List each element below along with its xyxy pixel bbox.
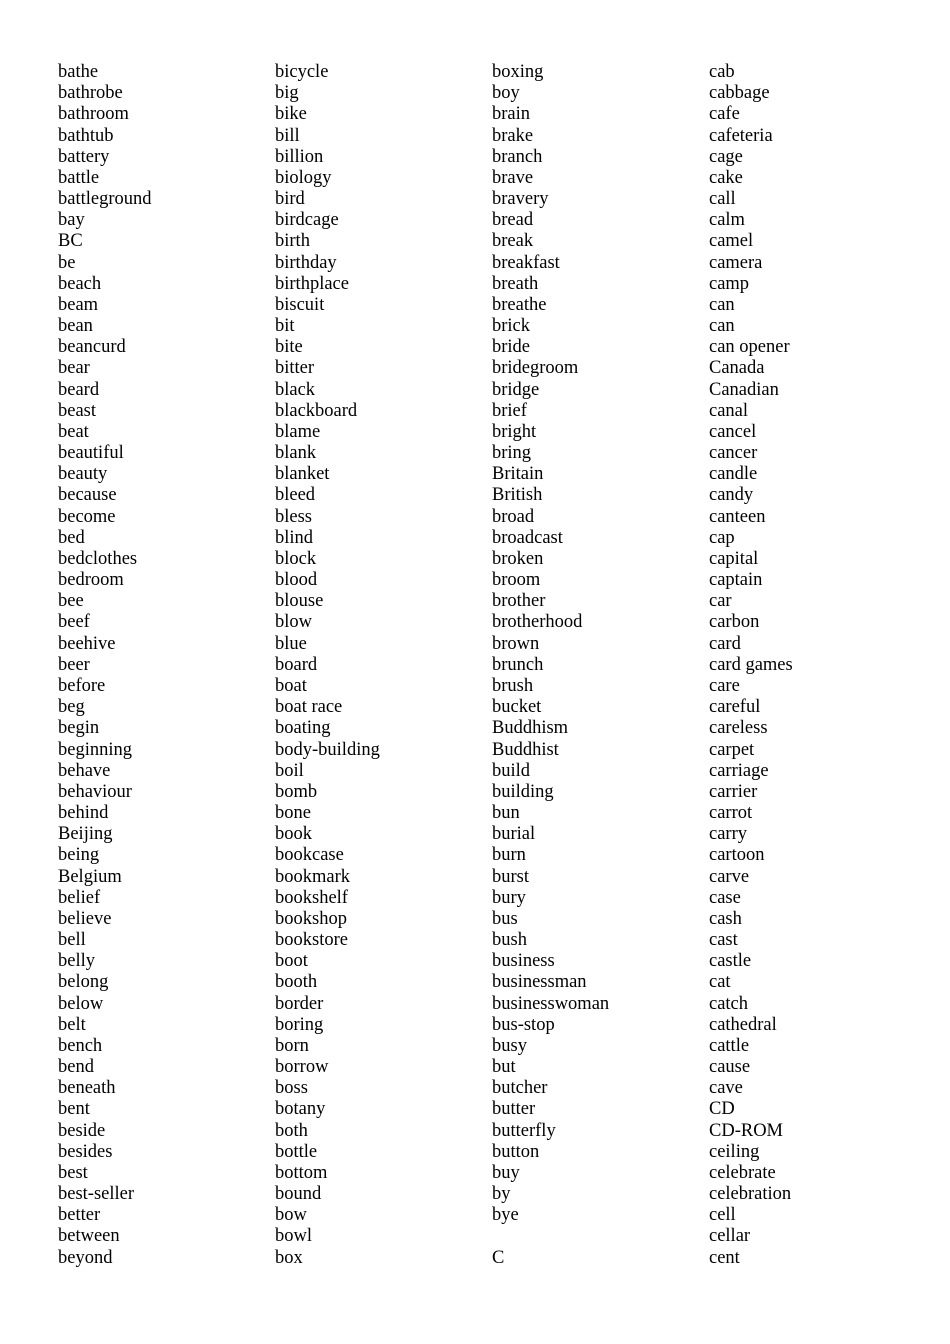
word-entry: billion [275,146,324,167]
word-entry: celebrate [709,1162,776,1183]
word-entry: card [709,633,741,654]
word-entry: bent [58,1099,90,1120]
word-entry: boss [275,1078,308,1099]
word-entry: bush [492,930,527,951]
word-entry: butterfly [492,1120,556,1141]
word-entry: boat race [275,697,343,718]
word-entry: cash [709,908,742,929]
word-entry: case [709,887,741,908]
word-entry: carpet [709,739,755,760]
word-entry: biscuit [275,294,325,315]
word-entry: Beijing [58,824,113,845]
word-entry: beside [58,1120,106,1141]
word-entry: bit [275,316,295,337]
word-entry: bride [492,337,531,358]
word-entry: bathroom [58,104,129,125]
word-entry: CD-ROM [709,1120,784,1141]
word-entry: both [275,1120,308,1141]
word-entry: below [58,993,104,1014]
word-entry: bone [275,803,311,824]
word-entry [492,1226,702,1247]
word-entry: beg [58,697,85,718]
word-entry: beancurd [58,337,126,358]
word-entry: best [58,1162,88,1183]
word-entry: beer [58,654,90,675]
word-entry: bus [492,908,518,929]
word-entry: beat [58,421,89,442]
word-entry: best-seller [58,1184,135,1205]
word-entry: brotherhood [492,612,583,633]
word-entry: broom [492,570,541,591]
word-entry: before [58,675,106,696]
word-entry: BC [58,231,83,252]
word-entry: bear [58,358,90,379]
word-entry: carrier [709,781,758,802]
word-entry: birdcage [275,210,339,231]
word-entry: cent [709,1247,740,1268]
word-entry: battle [58,167,100,188]
word-entry: calm [709,210,745,231]
word-entry: catch [709,993,749,1014]
word-entry: breath [492,273,539,294]
word-entry: belt [58,1014,86,1035]
word-entry: cake [709,167,743,188]
word-entry: blouse [275,591,324,612]
word-entry: become [58,506,116,527]
word-entry: belly [58,951,95,972]
word-entry: blood [275,570,318,591]
word-entry: careless [709,718,768,739]
word-entry: bridge [492,379,540,400]
word-entry: care [709,675,740,696]
word-entry: behave [58,760,111,781]
word-entry: break [492,231,534,252]
word-entry: brown [492,633,540,654]
word-entry: ceiling [709,1141,760,1162]
word-entry: brave [492,167,534,188]
word-entry: careful [709,697,761,718]
word-entry: cabbage [709,83,770,104]
word-entry: car [709,591,732,612]
word-entry: blame [275,421,321,442]
word-entry: CD [709,1099,735,1120]
word-entry: bookcase [275,845,344,866]
word-entry: bathe [58,62,99,82]
word-entry: boring [275,1014,324,1035]
word-entry: can opener [709,337,790,358]
word-entry: Britain [492,464,544,485]
word-entry: brunch [492,654,544,675]
word-entry: brother [492,591,546,612]
word-entry: bedclothes [58,548,138,569]
word-entry: blanket [275,464,330,485]
word-entry: captain [709,570,763,591]
word-entry: beard [58,379,100,400]
word-entry: buy [492,1162,520,1183]
word-entry: birth [275,231,310,252]
word-entry: bridegroom [492,358,579,379]
word-entry: cattle [709,1035,750,1056]
word-entry: belong [58,972,109,993]
word-entry: birthday [275,252,337,273]
word-entry: bottle [275,1141,318,1162]
word-entry: bicycle [275,62,329,82]
word-entry: cave [709,1078,743,1099]
word-entry: beyond [58,1247,113,1268]
word-entry: blue [275,633,307,654]
word-entry: by [492,1184,511,1205]
word-entry: being [58,845,100,866]
word-entry: bench [58,1035,103,1056]
word-entry: cell [709,1205,736,1226]
word-entry: bowl [275,1226,312,1247]
word-entry: Buddhism [492,718,569,739]
word-entry: booth [275,972,318,993]
word-entry: better [58,1205,101,1226]
word-entry: boat [275,675,307,696]
word-entry: biology [275,167,332,188]
word-entry: believe [58,908,112,929]
word-entry: bathtub [58,125,114,146]
word-entry: battery [58,146,110,167]
word-entry: block [275,548,317,569]
word-entry: Canadian [709,379,779,400]
word-entry: bee [58,591,84,612]
word-entry: belief [58,887,101,908]
word-entry: beautiful [58,443,124,464]
word-entry: building [492,781,554,802]
word-entry: battleground [58,189,152,210]
word-entry: bed [58,527,85,548]
word-entry: bell [58,930,86,951]
word-entry: borrow [275,1057,329,1078]
word-entry: bookshop [275,908,347,929]
word-entry: bill [275,125,300,146]
word-entry: between [58,1226,120,1247]
word-entry: big [275,83,299,104]
word-entry: bun [492,803,520,824]
word-entry: blank [275,443,317,464]
word-entry: blow [275,612,312,633]
word-entry: be [58,252,76,273]
word-entry: build [492,760,531,781]
word-entry: broken [492,548,544,569]
word-entry: board [275,654,318,675]
word-entry: bye [492,1205,519,1226]
word-entry: bay [58,210,85,231]
word-entry: bottom [275,1162,328,1183]
word-entry: beam [58,294,99,315]
word-entry: butter [492,1099,536,1120]
word-entry: bleed [275,485,316,506]
word-column-4 [709,62,919,1269]
word-entry: businessman [492,972,587,993]
word-entry: bury [492,887,526,908]
word-entry: boxing [492,62,544,82]
word-entry: boating [275,718,331,739]
word-entry: business [492,951,555,972]
word-entry: C [492,1247,505,1268]
word-entry: beginning [58,739,132,760]
word-entry: celebration [709,1184,792,1205]
word-column-3 [492,62,702,1269]
word-entry: beast [58,400,97,421]
word-entry: butcher [492,1078,548,1099]
word-entry: broadcast [492,527,563,548]
word-entry: beauty [58,464,108,485]
word-entry: because [58,485,117,506]
word-entry: Canada [709,358,765,379]
word-column-2 [275,62,485,1269]
word-entry: cellar [709,1226,751,1247]
word-entry: cab [709,62,735,82]
word-entry: cartoon [709,845,765,866]
word-entry: blackboard [275,400,358,421]
word-entry: bucket [492,697,542,718]
word-entry: bow [275,1205,307,1226]
word-entry: but [492,1057,516,1078]
word-entry: cat [709,972,731,993]
word-entry: born [275,1035,309,1056]
word-entry: breathe [492,294,547,315]
word-entry: box [275,1247,303,1268]
word-entry: cause [709,1057,751,1078]
word-entry: boy [492,83,520,104]
word-entry: busy [492,1035,527,1056]
word-entry: bedroom [58,570,124,591]
word-entry: cancel [709,421,757,442]
word-entry: bread [492,210,534,231]
word-entry: bright [492,421,537,442]
word-entry: brief [492,400,527,421]
word-entry: bookmark [275,866,351,887]
word-entry: book [275,824,312,845]
word-column-1 [58,62,268,1269]
word-entry: bike [275,104,307,125]
word-entry: body-building [275,739,380,760]
word-entry: canteen [709,506,766,527]
word-entry: besides [58,1141,113,1162]
word-entry: camera [709,252,763,273]
word-entry: border [275,993,324,1014]
word-entry: brick [492,316,531,337]
word-entry: carrot [709,803,753,824]
word-entry: botany [275,1099,326,1120]
word-entry: burial [492,824,536,845]
word-entry: cage [709,146,743,167]
word-entry: blind [275,527,314,548]
word-entry: bathrobe [58,83,123,104]
word-entry: bend [58,1057,94,1078]
word-entry: cafeteria [709,125,773,146]
word-entry: camel [709,231,754,252]
word-entry: capital [709,548,759,569]
word-entry: call [709,189,736,210]
word-entry: boil [275,760,304,781]
word-entry: bookshelf [275,887,348,908]
word-entry: can [709,316,735,337]
word-entry: candy [709,485,754,506]
word-entry: begin [58,718,100,739]
word-entry: bite [275,337,303,358]
word-entry: businesswoman [492,993,610,1014]
word-entry: broad [492,506,535,527]
word-entry: cap [709,527,735,548]
word-entry: beach [58,273,102,294]
word-entry: bound [275,1184,322,1205]
word-entry: boot [275,951,308,972]
word-entry: canal [709,400,749,421]
word-entry: brain [492,104,531,125]
word-entry: burn [492,845,526,866]
word-entry: Buddhist [492,739,559,760]
word-entry: cast [709,930,738,951]
word-entry: bus-stop [492,1014,555,1035]
word-entry: carve [709,866,750,887]
word-entry: bomb [275,781,318,802]
word-entry: bravery [492,189,549,210]
word-entry: behaviour [58,781,132,802]
word-entry: can [709,294,735,315]
word-entry: breakfast [492,252,560,273]
word-entry: bless [275,506,312,527]
word-entry: beneath [58,1078,116,1099]
word-entry: carry [709,824,747,845]
word-entry: carbon [709,612,760,633]
word-entry: black [275,379,316,400]
word-entry: cancer [709,443,758,464]
word-entry: button [492,1141,540,1162]
word-entry: bean [58,316,93,337]
word-entry: brush [492,675,534,696]
word-entry: bitter [275,358,315,379]
word-entry: cathedral [709,1014,777,1035]
word-entry: bird [275,189,305,210]
word-entry: camp [709,273,750,294]
word-entry: British [492,485,543,506]
word-entry: carriage [709,760,769,781]
word-entry: bookstore [275,930,348,951]
word-entry: burst [492,866,529,887]
word-entry: card games [709,654,793,675]
word-entry: birthplace [275,273,349,294]
word-entry: castle [709,951,752,972]
word-entry: beehive [58,633,116,654]
word-entry: cafe [709,104,740,125]
word-entry: candle [709,464,758,485]
word-entry: bring [492,443,532,464]
word-entry: branch [492,146,543,167]
word-entry: Belgium [58,866,122,887]
word-entry: behind [58,803,109,824]
word-entry: beef [58,612,90,633]
word-entry: brake [492,125,534,146]
